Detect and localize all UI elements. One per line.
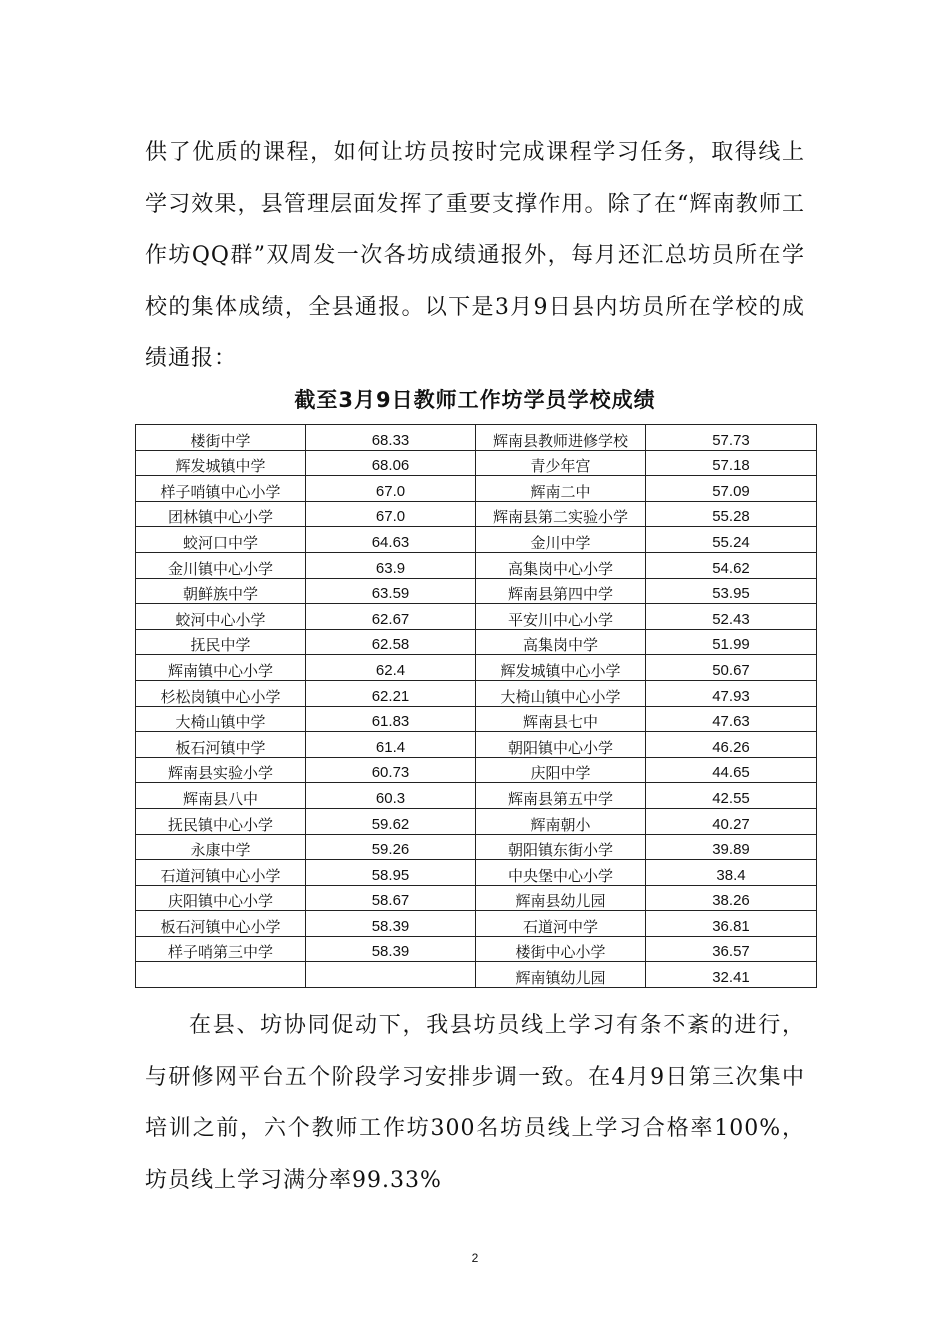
score-cell: 57.18	[646, 450, 817, 476]
school-name-cell: 朝阳镇中心小学	[476, 732, 646, 758]
score-cell: 59.62	[306, 808, 476, 834]
school-name-cell: 青少年宫	[476, 450, 646, 476]
school-name-cell: 石道河镇中心小学	[136, 860, 306, 886]
score-cell: 36.81	[646, 911, 817, 937]
school-name-cell: 辉南县实验小学	[136, 757, 306, 783]
table-row	[136, 450, 817, 476]
school-name-cell: 板石河镇中学	[136, 732, 306, 758]
school-name-cell: 楼街中心小学	[476, 936, 646, 962]
school-name-cell: 板石河镇中心小学	[136, 911, 306, 937]
school-name-cell: 庆阳中学	[476, 757, 646, 783]
page-number: 2	[471, 1251, 479, 1265]
table-row	[136, 808, 817, 834]
score-cell: 58.39	[306, 936, 476, 962]
score-cell: 50.67	[646, 655, 817, 681]
table-row	[136, 680, 817, 706]
score-cell: 52.43	[646, 604, 817, 630]
school-name-cell: 抚民镇中心小学	[136, 808, 306, 834]
school-name-cell: 辉南镇幼儿园	[476, 962, 646, 988]
school-name-cell: 金川中学	[476, 527, 646, 553]
table-row	[136, 962, 817, 988]
school-name-cell: 朝鲜族中学	[136, 578, 306, 604]
score-cell: 60.3	[306, 783, 476, 809]
school-name-cell: 高集岗中学	[476, 629, 646, 655]
score-cell: 63.9	[306, 552, 476, 578]
score-cell: 60.73	[306, 757, 476, 783]
school-name-cell: 辉南县第四中学	[476, 578, 646, 604]
score-cell: 59.26	[306, 834, 476, 860]
score-cell: 54.62	[646, 552, 817, 578]
score-cell: 38.4	[646, 860, 817, 886]
table-row	[136, 706, 817, 732]
score-cell: 47.93	[646, 680, 817, 706]
table-row	[136, 783, 817, 809]
table-row	[136, 578, 817, 604]
score-cell: 67.0	[306, 476, 476, 502]
table-row	[136, 936, 817, 962]
table-row	[136, 655, 817, 681]
score-cell: 36.57	[646, 936, 817, 962]
score-cell: 62.4	[306, 655, 476, 681]
score-cell: 62.21	[306, 680, 476, 706]
school-name-cell: 朝阳镇东街小学	[476, 834, 646, 860]
school-name-cell: 大椅山镇中心小学	[476, 680, 646, 706]
score-cell: 64.63	[306, 527, 476, 553]
score-cell: 68.33	[306, 425, 476, 451]
summary-paragraph: 在县、坊协同促动下，我县坊员线上学习有条不紊的进行，与研修网平台五个阶段学习安排步调一致。在4月9日第三次集中培训之前，六个教师工作坊300名坊员线上学习合格率100%，坊员线上学习满分率99.33%	[145, 1013, 805, 1193]
school-name-cell: 辉南县八中	[136, 783, 306, 809]
table-row	[136, 757, 817, 783]
table-row	[136, 885, 817, 911]
score-cell: 32.41	[646, 962, 817, 988]
table-title: 截至3月9日教师工作坊学员学校成绩	[294, 388, 656, 412]
score-cell: 39.89	[646, 834, 817, 860]
score-cell: 63.59	[306, 578, 476, 604]
school-name-cell: 中央堡中心小学	[476, 860, 646, 886]
table-row	[136, 552, 817, 578]
school-name-cell: 辉南县第二实验小学	[476, 501, 646, 527]
school-name-cell: 楼街中学	[136, 425, 306, 451]
score-cell: 58.39	[306, 911, 476, 937]
table-row	[136, 834, 817, 860]
score-cell: 38.26	[646, 885, 817, 911]
school-name-cell: 杉松岗镇中心小学	[136, 680, 306, 706]
score-cell: 42.55	[646, 783, 817, 809]
school-name-cell: 辉发城镇中心小学	[476, 655, 646, 681]
table-row	[136, 860, 817, 886]
school-name-cell: 样子哨第三中学	[136, 936, 306, 962]
table-row	[136, 732, 817, 758]
school-name-cell: 蛟河中心小学	[136, 604, 306, 630]
table-body	[136, 425, 817, 988]
school-name-cell: 样子哨镇中心小学	[136, 476, 306, 502]
table-row	[136, 604, 817, 630]
school-name-cell: 高集岗中心小学	[476, 552, 646, 578]
school-name-cell: 平安川中心小学	[476, 604, 646, 630]
score-cell: 61.4	[306, 732, 476, 758]
school-name-cell: 辉南县第五中学	[476, 783, 646, 809]
school-name-cell: 蛟河口中学	[136, 527, 306, 553]
school-name-cell	[136, 962, 306, 988]
score-cell: 47.63	[646, 706, 817, 732]
school-scores-table	[135, 424, 817, 988]
score-cell: 44.65	[646, 757, 817, 783]
score-cell: 57.73	[646, 425, 817, 451]
score-cell	[306, 962, 476, 988]
school-name-cell: 辉南县幼儿园	[476, 885, 646, 911]
score-cell: 46.26	[646, 732, 817, 758]
score-cell: 58.95	[306, 860, 476, 886]
score-cell: 51.99	[646, 629, 817, 655]
score-cell: 57.09	[646, 476, 817, 502]
school-name-cell: 辉南朝小	[476, 808, 646, 834]
school-name-cell: 团林镇中心小学	[136, 501, 306, 527]
intro-paragraph: 供了优质的课程，如何让坊员按时完成课程学习任务，取得线上学习效果，县管理层面发挥了重要支撑作用。除了在“辉南教师工作坊QQ群”双周发一次各坊成绩通报外，每月还汇总坊员所在学校的集体成绩，全县通报。以下是3月9日县内坊员所在学校的成绩通报：	[145, 140, 805, 371]
table-row	[136, 527, 817, 553]
table-row	[136, 629, 817, 655]
school-name-cell: 辉南镇中心小学	[136, 655, 306, 681]
school-name-cell: 庆阳镇中心小学	[136, 885, 306, 911]
school-name-cell: 抚民中学	[136, 629, 306, 655]
school-name-cell: 大椅山镇中学	[136, 706, 306, 732]
table-row	[136, 476, 817, 502]
school-name-cell: 辉南二中	[476, 476, 646, 502]
score-cell: 68.06	[306, 450, 476, 476]
school-name-cell: 永康中学	[136, 834, 306, 860]
score-cell: 61.83	[306, 706, 476, 732]
score-cell: 40.27	[646, 808, 817, 834]
school-name-cell: 辉南县教师进修学校	[476, 425, 646, 451]
score-cell: 58.67	[306, 885, 476, 911]
score-cell: 55.24	[646, 527, 817, 553]
school-name-cell: 辉发城镇中学	[136, 450, 306, 476]
table-row	[136, 501, 817, 527]
score-cell: 62.58	[306, 629, 476, 655]
score-cell: 67.0	[306, 501, 476, 527]
school-name-cell: 石道河中学	[476, 911, 646, 937]
score-cell: 53.95	[646, 578, 817, 604]
school-name-cell: 金川镇中心小学	[136, 552, 306, 578]
table-row	[136, 425, 817, 451]
table-row	[136, 911, 817, 937]
school-name-cell: 辉南县七中	[476, 706, 646, 732]
score-cell: 55.28	[646, 501, 817, 527]
score-cell: 62.67	[306, 604, 476, 630]
